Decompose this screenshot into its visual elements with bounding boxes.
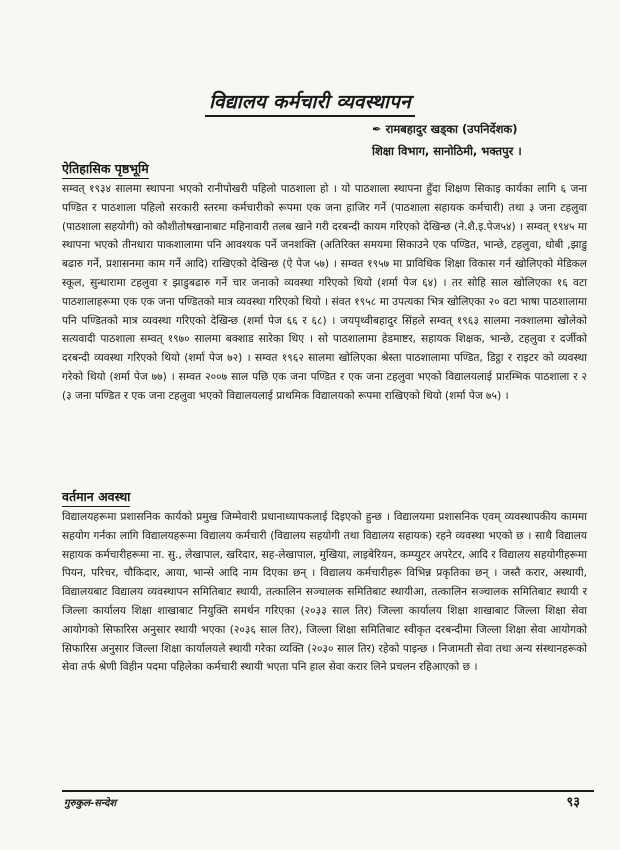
footer-divider <box>62 790 594 792</box>
author-line <box>372 118 602 140</box>
pen-icon: ✒ <box>372 122 382 136</box>
footer-publication: गुरुकुल-सन्देश <box>64 798 117 809</box>
author-affiliation: शिक्षा विभाग, सानोठिमी, भक्तपुर । <box>372 144 522 158</box>
section-heading-history: ऐतिहासिक पृष्ठभूमि <box>62 160 149 179</box>
title-block <box>0 88 620 117</box>
section-body-current: विद्यालयहरूमा प्रशासनिक कार्यको प्रमुख जिम्मेवारी प्रधानाध्यापकलाई दिइएको हुन्छ । विद्यालयमा प्रशासनिक एवम् व्यवस्थापकीय काममा सहयोग गर्नका लागि विद्यालयहरूमा विद्यालय कर्मचारी (विद्यालय सहयोगी तथा विद्यालय सहायक) रहने व्यवस्था भएको छ । साथै विद्यालय सहायक कर्मचारीहरूमा ना. सु., लेखापाल, खरिदार, सह-लेखापाल, मुखिया, लाइबेरियन, कम्प्युटर अपरेटर, आदि र विद्यालय सहयोगीहरूमा पियन, परिचर, चौकिदार, आया, भान्से आदि नाम दिएका छन् । विद्यालय कर्मचारीहरू विभिन्न प्रकृतिका छन् । जस्तै करार, अस्थायी, विद्यालयबाट विद्यालय व्यवस्थापन समितिबाट स्थायी, तत्कालिन सञ्चालक समितिबाट स्थायीआ, तत्कालिन सञ्चालक समितिबाट स्थायी र जिल्ला कार्यालय शिक्षा शाखाबाट नियुक्ति समर्थन गरिएका (२०३३ साल तिर) जिल्ला कार्यालय शिक्षा शाखाबाट जिल्ला शिक्षा सेवा आयोगको सिफारिस अनुसार स्थायी भएका (२०३६ साल तिर), जिल्ला शिक्षा समितिबाट स्वीकृत दरबन्दीमा जिल्ला शिक्षा सेवा आयोगको सिफारिस अनुसार जिल्ला शिक्षा कार्यालयले स्थायी गरेका व्यक्ति (२०३० साल तिर) रहेको पाइन्छ । निजामती सेवा तथा अन्य संस्थानहरूको सेवा तर्फ श्रेणी विहीन पदमा पहिलेका कर्मचारी स्थायी भएता पनि हाल सेवा करार लिने प्रचलन रहिआएको छ । <box>62 511 587 674</box>
author-block <box>372 118 602 162</box>
section-heading-current: वर्तमान अवस्था <box>62 488 130 507</box>
section-body-history: सम्वत् १९३४ सालमा स्थापना भएको रानीपोखरी पहिलो पाठशाला हो । यो पाठशाला स्थापना हुँदा शिक्षण सिकाइ कार्यका लागि ६ जना पण्डित र पाठशाला पहिलो सरकारी स्तरमा कर्मचारीको रूपमा एक जना हाजिर गर्ने (पाठशाला सहायक कर्मचारी) तथा ३ जना टहलुवा (पाठशाला सहयोगी) को कौशीतोषखानाबाट महिनावारी तलब खाने गरी दरबन्दी कायम गरिएको देखिन्छ (ने.शै.इ.पेज५४) । सम्वत् १९४५ मा स्थापना भएको तीनधारा पाकशालामा पनि आवश्यक पर्ने जनशक्ति (अतिरिक्त समयमा सिकाउने एक पण्डित, भान्छे, टहलुवा, धोबी ,झाडु बढारु गर्ने, प्रशासनमा काम गर्ने आदि) राखिएको देखिन्छ (ऐ पेज ५७) । सम्वत १९५७ मा प्राविधिक शिक्षा विकास गर्न खोलिएको मेडिकल स्कूल, सुन्धारामा टहलुवा र झाडुबढारु गर्ने चार जनाको व्यवस्था गरिएको थियो (शर्मा पेज ६४) । तर सोहि साल खोलिएका १६ वटा पाठशालाहरूमा एक एक जना पण्डितको मात्र व्यवस्था गरिएको थियो । संवत १९५८ मा उपत्यका भित्र खोलिएका २० वटा भाषा पाठशालामा पनि पण्डितको मात्र व्यवस्था गरिएको देखिन्छ (शर्मा पेज ६६ र ६८) । जयपृथ्वीबहादुर सिंहले सम्वत् १९६३ सालमा नक्शालमा खोलेको सत्यवादी पाठशाला सम्वत् १९७० सालमा बक्शाड सारेका थिए । सो पाठशालामा हेडमाष्टर, सहायक शिक्षक, भान्छे, टहलुवा र दर्जीको दरबन्दी व्यवस्था गरिएको थियो (शर्मा पेज ७२) । सम्वत १९६२ सालमा खोलिएका श्रेस्ता पाठशालामा पण्डित, डिट्ठा र राइटर को व्यवस्था गरेको थियो (शर्मा पेज ७७) । सम्वत २००७ साल पछि एक जना पण्डित र एक जना टहलुवा भएको विद्यालयलाई प्रारम्भिक पाठशाला र २ (३ जना पण्डित र एक जना टहलुवा भएको विद्यालयलाई प्राथमिक विद्यालयको रूपमा राखिएको थियो (शर्मा पेज ७५) । <box>62 183 587 402</box>
article-title: विद्यालय कर्मचारी व्यवस्थापन <box>205 88 415 117</box>
page-number: ९३ <box>566 795 580 810</box>
author-name: रामबहादुर खड्का (उपनिर्देशक) <box>385 122 518 136</box>
